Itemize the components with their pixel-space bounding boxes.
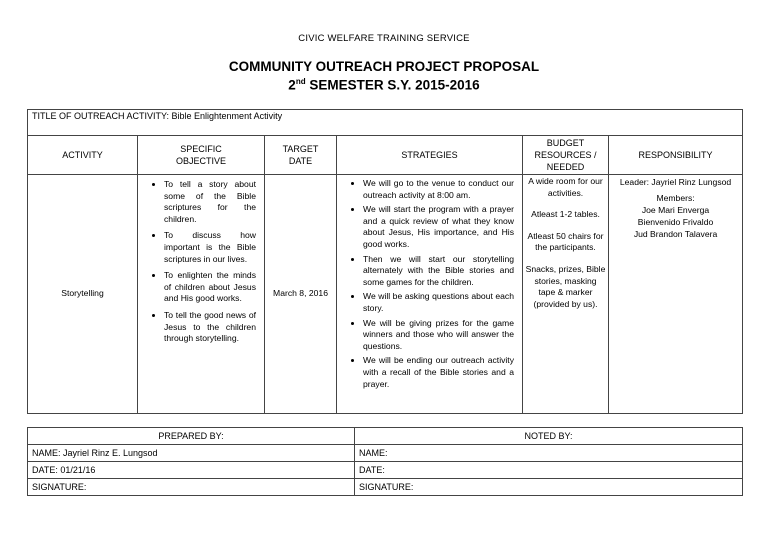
table-header-row xyxy=(28,136,743,175)
budget-item: A wide room for our activities. xyxy=(528,176,603,198)
member-name: Bienvenido Frivaldo xyxy=(637,217,714,227)
noted-name: NAME: xyxy=(355,445,743,462)
noted-signature: SIGNATURE: xyxy=(355,479,743,496)
responsibility-cell xyxy=(609,175,743,414)
col-objective-line2: OBJECTIVE xyxy=(175,156,226,166)
organization-name: CIVIC WELFARE TRAINING SERVICE xyxy=(298,33,470,44)
list-item: • To discuss how important is the Bible scriptures in our lives. xyxy=(164,230,256,265)
list-item: • We will be asking questions about each story. xyxy=(363,291,514,314)
signature-date-row xyxy=(28,462,743,479)
col-target-line2: DATE xyxy=(288,156,313,166)
prepared-signature: SIGNATURE: xyxy=(28,479,355,496)
list-item: • Then we will start our storytelling alternately with the Bible stories and some games for the children. xyxy=(363,254,514,289)
semester-number: 2 xyxy=(288,77,296,93)
list-item: • To enlighten the minds of children about Jesus and His good works. xyxy=(164,270,256,305)
list-item: • We will start the program with a prayer and a quick review of what they know about Jesus, His importance, and His good works. xyxy=(363,204,514,250)
col-budget-line1: BUDGET xyxy=(546,138,585,148)
list-item: • To tell the good news of Jesus to the children through storytelling. xyxy=(164,310,256,345)
member-name: Joe Mari Enverga xyxy=(641,205,710,215)
col-budget xyxy=(523,136,609,175)
budget-cell xyxy=(523,175,609,414)
list-item: • We will be ending our outreach activity with a recall of the Bible stories and a prayer. xyxy=(363,355,514,390)
prepared-name: NAME: Jayriel Rinz E. Lungsod xyxy=(28,445,355,462)
noted-date: DATE: xyxy=(355,462,743,479)
list-item: • To tell a story about some of the Bible scriptures for the children. xyxy=(164,179,256,225)
prepared-date: DATE: 01/21/16 xyxy=(28,462,355,479)
signature-name-row xyxy=(28,445,743,462)
proposal-table xyxy=(27,109,743,414)
strategies-cell xyxy=(337,175,523,414)
col-objective-line1: SPECIFIC xyxy=(180,144,222,154)
budget-item: Atleast 50 chairs for the participants. xyxy=(527,230,604,253)
activity-title: TITLE OF OUTREACH ACTIVITY: Bible Enlightenment Activity xyxy=(28,110,743,136)
semester-line xyxy=(0,77,768,93)
col-responsibility: RESPONSIBILITY xyxy=(609,136,743,175)
target-date-cell: March 8, 2016 xyxy=(265,175,337,414)
members-label: Members: xyxy=(656,193,695,203)
col-strategies: STRATEGIES xyxy=(337,136,523,175)
leader-name: Leader: Jayriel Rinz Lungsod xyxy=(619,177,732,187)
col-objective xyxy=(138,136,265,175)
list-item: • We will be giving prizes for the game winners and those who will answer the questions. xyxy=(363,318,514,353)
strategies-list xyxy=(337,178,522,390)
col-target-date xyxy=(265,136,337,175)
col-target-line1: TARGET xyxy=(282,144,319,154)
prepared-by-label: PREPARED BY: xyxy=(28,428,355,445)
document-title: COMMUNITY OUTREACH PROJECT PROPOSAL xyxy=(228,59,540,74)
signature-table xyxy=(27,427,743,496)
signature-sign-row xyxy=(28,479,743,496)
noted-by-label: NOTED BY: xyxy=(355,428,743,445)
semester-text: SEMESTER S.Y. 2015-2016 xyxy=(305,77,480,93)
budget-item: Snacks, prizes, Bible stories, masking tape & marker (provided by us). xyxy=(525,263,606,309)
activity-title-row xyxy=(28,110,743,136)
table-row xyxy=(28,175,743,414)
signature-header-row xyxy=(28,428,743,445)
objectives-list xyxy=(138,179,264,345)
activity-cell: Storytelling xyxy=(28,175,138,414)
objectives-cell xyxy=(138,175,265,414)
budget-item: Atleast 1-2 tables. xyxy=(531,209,600,220)
col-budget-line3: NEEDED xyxy=(546,162,585,172)
member-name: Jud Brandon Talavera xyxy=(633,229,718,239)
list-item: • We will go to the venue to conduct our outreach activity at 8:00 am. xyxy=(363,178,514,201)
col-activity: ACTIVITY xyxy=(28,136,138,175)
col-budget-line2: RESOURCES / xyxy=(534,150,597,160)
semester-suffix: nd xyxy=(295,77,306,86)
